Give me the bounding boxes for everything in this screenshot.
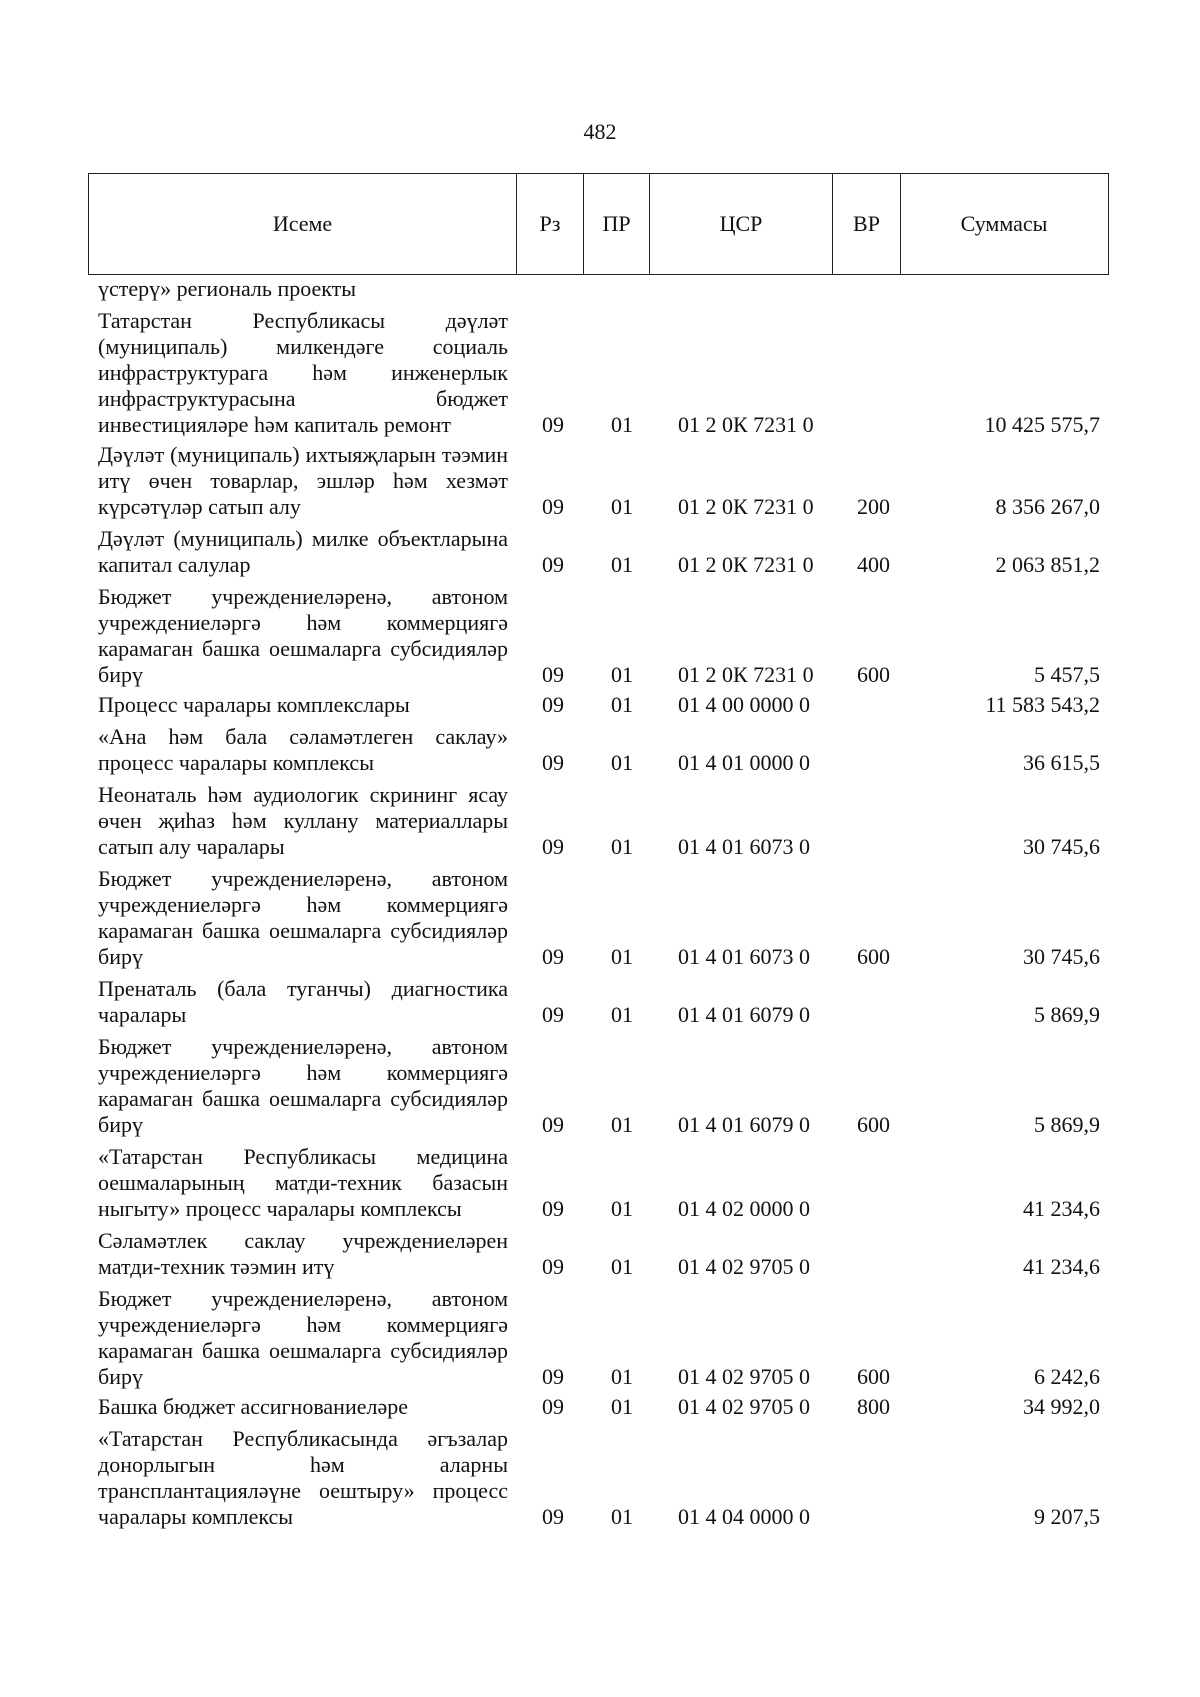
row-rz: 09 <box>542 1002 564 1027</box>
row-csr: 01 2 0К 7231 0 <box>678 412 814 437</box>
row-pr: 01 <box>611 1254 633 1279</box>
row-sum: 34 992,0 <box>1023 1394 1100 1419</box>
row-rz: 09 <box>542 692 564 717</box>
row-pr: 01 <box>611 1196 633 1221</box>
table-row <box>0 276 1200 302</box>
row-sum: 5 457,5 <box>1034 662 1100 687</box>
row-name: Неонаталь һәм аудиологик скрининг ясау өчен җиһаз һәм куллану материаллары сатып алу чаралары <box>98 782 508 859</box>
row-sum: 30 745,6 <box>1023 834 1100 859</box>
table-row <box>0 782 1200 860</box>
row-rz: 09 <box>542 1394 564 1419</box>
table-row <box>0 1286 1200 1390</box>
header-sum: Суммасы <box>900 174 1107 274</box>
row-rz: 09 <box>542 834 564 859</box>
row-name: Бюджет учреждениеләренә, автоном учреждениеләргә һәм коммерциягә карамаган башка оешмаларга субсидияләр бирү <box>98 1034 508 1137</box>
row-pr: 01 <box>611 662 633 687</box>
row-name: Бюджет учреждениеләренә, автоном учреждениеләргә һәм коммерциягә карамаган башка оешмаларга субсидияләр бирү <box>98 584 508 687</box>
row-name: Процесс чаралары комплекслары <box>98 692 410 717</box>
row-pr: 01 <box>611 1112 633 1137</box>
header-name: Исеме <box>272 211 333 236</box>
row-vr: 600 <box>857 662 890 687</box>
row-pr: 01 <box>611 1364 633 1389</box>
table-row <box>0 526 1200 578</box>
row-sum: 11 583 543,2 <box>985 692 1100 717</box>
row-vr: 800 <box>857 1394 890 1419</box>
row-name: «Татарстан Республикасы медицина оешмаларының матди-техник базасын ныгыту» процесс чаралары комплексы <box>98 1144 508 1221</box>
row-csr: 01 4 02 9705 0 <box>678 1254 810 1279</box>
row-pr: 01 <box>611 1394 633 1419</box>
row-pr: 01 <box>611 1504 633 1529</box>
row-pr: 01 <box>611 750 633 775</box>
row-name: «Ана һәм бала сәламәтлеген саклау» процесс чаралары комплексы <box>98 724 508 775</box>
table-body <box>0 276 1200 1530</box>
table-row <box>0 866 1200 970</box>
header-vr: ВР <box>832 174 900 274</box>
row-rz: 09 <box>542 552 564 577</box>
row-rz: 09 <box>542 1364 564 1389</box>
row-csr: 01 2 0К 7231 0 <box>678 662 814 687</box>
table-row <box>0 1034 1200 1138</box>
row-pr: 01 <box>611 834 633 859</box>
row-vr: 200 <box>857 494 890 519</box>
header-rz: Рз <box>516 174 583 274</box>
row-sum: 36 615,5 <box>1023 750 1100 775</box>
row-pr: 01 <box>611 552 633 577</box>
row-name: Бюджет учреждениеләренә, автоном учреждениеләргә һәм коммерциягә карамаган башка оешмаларга субсидияләр бирү <box>98 866 508 969</box>
table-header <box>88 173 1109 275</box>
table-row <box>0 584 1200 688</box>
header-pr: ПР <box>583 174 649 274</box>
table-row <box>0 724 1200 776</box>
row-vr: 600 <box>857 1364 890 1389</box>
row-name: Дәүләт (муниципаль) ихтыяҗларын тәэмин итү өчен товарлар, эшләр һәм хезмәт күрсәтүләр сатып алу <box>98 442 508 519</box>
row-pr: 01 <box>611 692 633 717</box>
page-number: 482 <box>583 119 617 144</box>
row-sum: 6 242,6 <box>1034 1364 1100 1389</box>
row-csr: 01 4 01 6079 0 <box>678 1112 810 1137</box>
table-row <box>0 308 1200 438</box>
row-rz: 09 <box>542 494 564 519</box>
table-row <box>0 1228 1200 1280</box>
row-csr: 01 4 01 6073 0 <box>678 834 810 859</box>
row-name: Сәламәтлек саклау учреждениеләрен матди-техник тәэмин итү <box>98 1228 508 1279</box>
table-row <box>0 442 1200 520</box>
row-name: Татарстан Республикасы дәүләт (муниципаль) милкендәге социаль инфраструктурага һәм инженерлык инфраструктурасына бюджет инвестицияләре һәм капиталь ремонт <box>98 308 508 437</box>
table-row <box>0 1394 1200 1420</box>
row-sum: 5 869,9 <box>1034 1112 1100 1137</box>
row-name: Башка бюджет ассигнованиеләре <box>98 1394 408 1419</box>
row-rz: 09 <box>542 1112 564 1137</box>
row-csr: 01 4 01 6079 0 <box>678 1002 810 1027</box>
row-csr: 01 4 01 0000 0 <box>678 750 810 775</box>
row-rz: 09 <box>542 662 564 687</box>
row-name: Пренаталь (бала туганчы) диагностика чаралары <box>98 976 508 1027</box>
row-vr: 400 <box>857 552 890 577</box>
row-rz: 09 <box>542 1254 564 1279</box>
row-csr: 01 4 02 9705 0 <box>678 1394 810 1419</box>
row-sum: 5 869,9 <box>1034 1002 1100 1027</box>
row-pr: 01 <box>611 412 633 437</box>
row-name: Бюджет учреждениеләренә, автоном учреждениеләргә һәм коммерциягә карамаган башка оешмаларга субсидияләр бирү <box>98 1286 508 1389</box>
row-vr: 600 <box>857 1112 890 1137</box>
table-row <box>0 976 1200 1028</box>
row-sum: 10 425 575,7 <box>984 412 1100 437</box>
row-sum: 41 234,6 <box>1023 1196 1100 1221</box>
row-rz: 09 <box>542 1196 564 1221</box>
row-pr: 01 <box>611 944 633 969</box>
row-name: Дәүләт (муниципаль) милке объектларына капитал салулар <box>98 526 508 577</box>
row-rz: 09 <box>542 750 564 775</box>
table-row <box>0 1426 1200 1530</box>
row-vr: 600 <box>857 944 890 969</box>
row-sum: 30 745,6 <box>1023 944 1100 969</box>
row-sum: 8 356 267,0 <box>995 494 1100 519</box>
row-pr: 01 <box>611 1002 633 1027</box>
table-row <box>0 692 1200 718</box>
row-csr: 01 4 02 9705 0 <box>678 1364 810 1389</box>
table-row <box>0 1144 1200 1222</box>
row-rz: 09 <box>542 944 564 969</box>
header-csr: ЦСР <box>649 174 832 274</box>
row-rz: 09 <box>542 1504 564 1529</box>
row-name: үстерү» региональ проекты <box>98 276 357 301</box>
row-csr: 01 4 04 0000 0 <box>678 1504 810 1529</box>
row-csr: 01 2 0К 7231 0 <box>678 552 814 577</box>
row-csr: 01 2 0К 7231 0 <box>678 494 814 519</box>
row-name: «Татарстан Республикасында әгъзалар донорлыгын һәм аларны трансплантацияләүне оештыру» процесс чаралары комплексы <box>98 1426 508 1529</box>
row-csr: 01 4 02 0000 0 <box>678 1196 810 1221</box>
row-sum: 9 207,5 <box>1034 1504 1100 1529</box>
row-pr: 01 <box>611 494 633 519</box>
row-sum: 2 063 851,2 <box>995 552 1100 577</box>
row-csr: 01 4 00 0000 0 <box>678 692 810 717</box>
row-sum: 41 234,6 <box>1023 1254 1100 1279</box>
row-rz: 09 <box>542 412 564 437</box>
row-csr: 01 4 01 6073 0 <box>678 944 810 969</box>
